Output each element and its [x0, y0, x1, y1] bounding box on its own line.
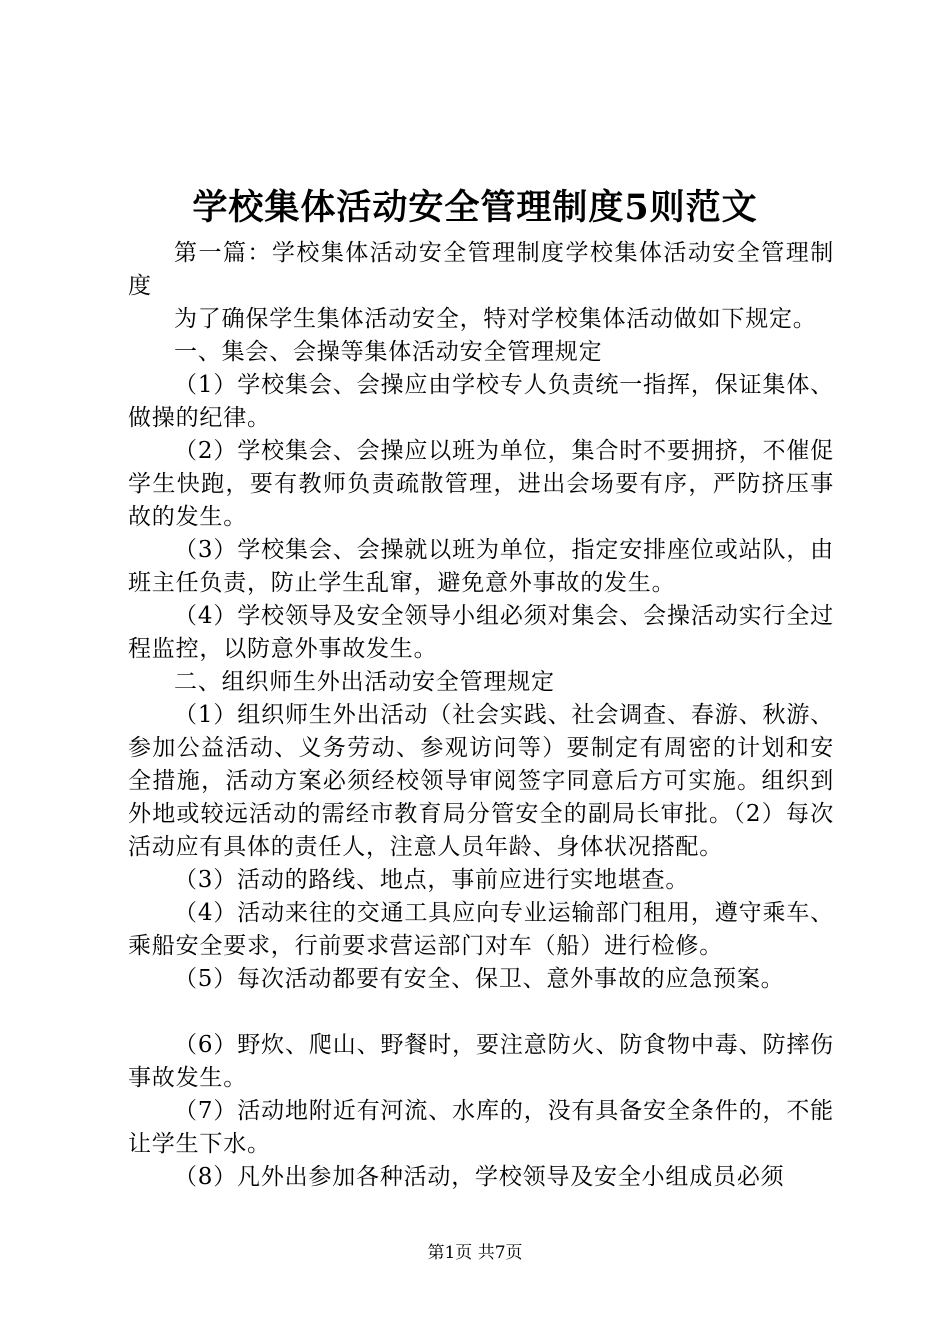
paragraph-item: （4）学校领导及安全领导小组必须对集会、会操活动实行全过程监控，以防意外事故发生。: [128, 603, 834, 662]
paragraph-intro: 为了确保学生集体活动安全，特对学校集体活动做如下规定。: [174, 306, 817, 332]
paragraph-item: （1）学校集会、会操应由学校专人负责统一指挥，保证集体、做操的纪律。: [128, 372, 834, 431]
paragraph-item: （5）每次活动都要有安全、保卫、意外事故的应急预案。: [174, 966, 785, 992]
paragraph-item: （3）活动的路线、地点，事前应进行实地堪查。: [174, 867, 690, 893]
paragraph-item: （3）学校集会、会操就以班为单位，指定安排座位或站队，由班主任负责，防止学生乱窜，避免意外事故的发生。: [128, 537, 834, 596]
paragraph-item: （1）组织师生外出活动（社会实践、社会调查、春游、秋游、参加公益活动、义务劳动、参观访问等）要制定有周密的计划和安全措施，活动方案必须经校领导审阅签字同意后方可实施。组织到外地或较远活动的需经市教育局分管安全的副局长审批。（2）每次活动应有具体的责任人，注意人员年龄、身体状况搭配。: [128, 702, 834, 860]
document-title: 学校集体活动安全管理制度5则范文: [192, 187, 758, 228]
section-heading-outing: 二、组织师生外出活动安全管理规定: [174, 669, 555, 695]
page-number-footer: 第1页 共7页: [427, 1243, 523, 1263]
section-heading-assembly: 一、集会、会操等集体活动安全管理规定: [174, 339, 603, 365]
paragraph-item: （7）活动地附近有河流、水库的，没有具备安全条件的，不能让学生下水。: [128, 1098, 834, 1157]
paragraph-item: （2）学校集会、会操应以班为单位，集合时不要拥挤，不催促学生快跑，要有教师负责疏散管理，进出会场要有序，严防挤压事故的发生。: [128, 438, 834, 530]
paragraph-item: （8）凡外出参加各种活动，学校领导及安全小组成员必须: [174, 1164, 785, 1190]
paragraph-chapter-heading: 第一篇：学校集体活动安全管理制度学校集体活动安全管理制度: [128, 240, 834, 299]
paragraph-item: （4）活动来往的交通工具应向专业运输部门租用，遵守乘车、乘船安全要求，行前要求营运部门对车（船）进行检修。: [128, 900, 834, 959]
document-body: [128, 237, 834, 1194]
paragraph-item: （6）野炊、爬山、野餐时，要注意防火、防食物中毒、防摔伤事故发生。: [128, 1032, 834, 1091]
